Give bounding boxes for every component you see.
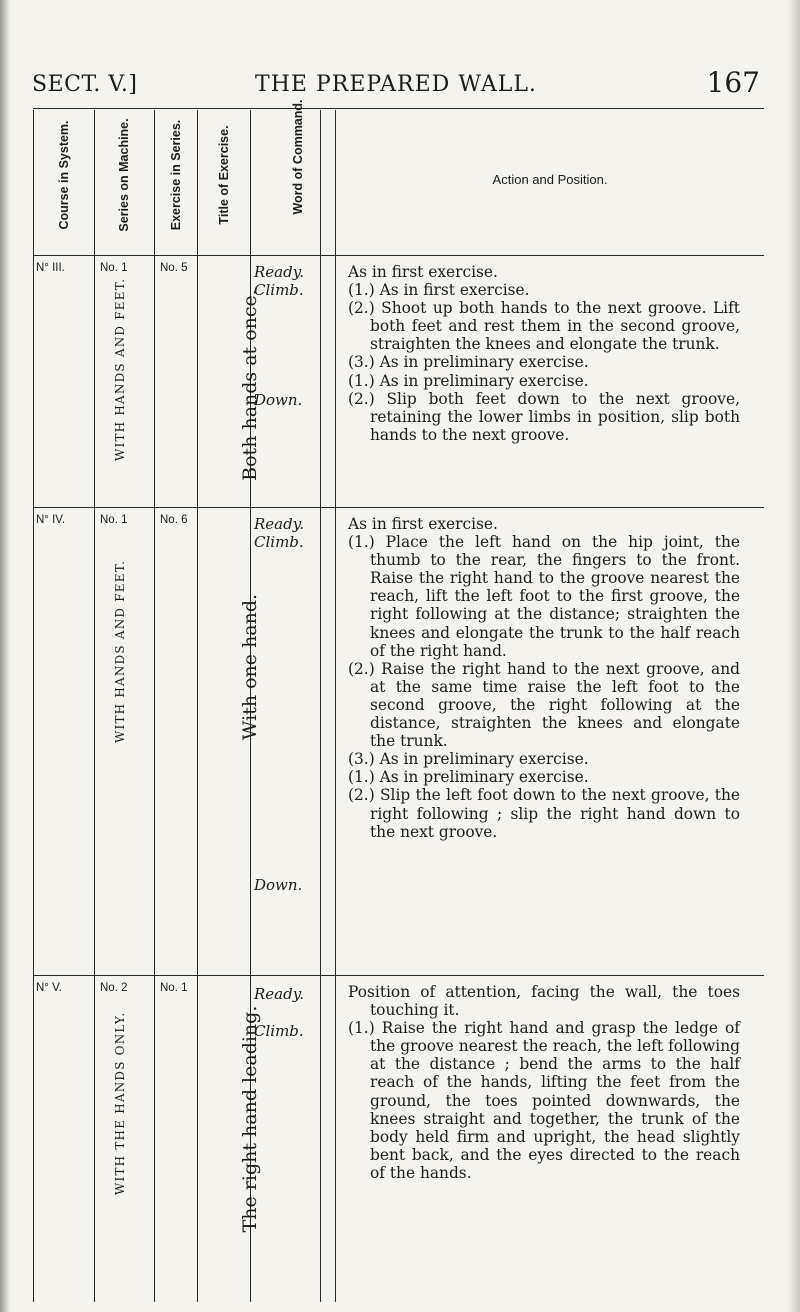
header-rule — [33, 255, 764, 256]
action-text: Position of attention, facing the wall, the toes touching it. (1.) Raise the right hand and grasp the ledge of the groove nearest the reach, the left following at the distance ; bend the arms to the half reach of the hands, lifting the feet from the ground, the toes pointed downwards, the knees straight and together, the trunk of the body held firm and upright, the head slightly bent back, and the eyes directed to the reach of the hands. — [348, 983, 740, 1182]
header-series: Series on Machine. — [117, 118, 131, 232]
column-rule — [94, 110, 95, 1302]
word-of-command: Down. — [254, 391, 303, 409]
series-number: No. 2 — [100, 982, 128, 994]
header-title: Title of Exercise. — [217, 125, 231, 225]
running-head — [32, 58, 760, 98]
word-of-command: Climb. — [254, 1022, 304, 1040]
word-of-command: Ready. — [254, 515, 304, 533]
row-rule — [33, 507, 764, 508]
exercise-title: With one hand. — [239, 593, 261, 741]
course-number: N° IV. — [36, 514, 66, 526]
row-rule — [33, 975, 764, 976]
course-number: N° III. — [36, 262, 65, 274]
table-top-rule — [33, 108, 764, 109]
series-title: WITH HANDS AND FEET. — [113, 559, 127, 743]
word-of-command: Down. — [254, 876, 303, 894]
word-of-command: Climb. — [254, 533, 304, 551]
page-edge-shadow — [0, 0, 10, 1312]
word-of-command: Ready. — [254, 263, 304, 281]
exercise-title: The right hand leading. — [239, 1005, 261, 1233]
header-word: Word of Command. — [291, 99, 305, 215]
page-edge-shadow-right — [786, 0, 800, 1312]
series-number: No. 1 — [100, 262, 128, 274]
exercise-number: No. 5 — [160, 262, 188, 274]
series-title: WITH HANDS AND FEET. — [113, 277, 127, 461]
series-title: WITH THE HANDS ONLY. — [113, 1011, 127, 1195]
column-rule — [33, 110, 34, 1302]
column-rule — [197, 110, 198, 1302]
header-course: Course in System. — [57, 120, 71, 230]
header-action: Action and Position. — [492, 172, 608, 187]
action-text: As in first exercise. (1.) As in first exercise. (2.) Shoot up both hands to the next groove. Lift both feet and rest them in the second groove, straighten the knees and elongate the trunk. (3.) As in preliminary exercise. (1.) As in preliminary exercise. (2.) Slip both feet down to the next groove, retaining the lower limbs in position, slip both hands to the next groove. — [348, 263, 740, 444]
exercise-number: No. 6 — [160, 514, 188, 526]
word-of-command: Ready. — [254, 985, 304, 1003]
course-number: N° V. — [36, 982, 62, 994]
series-number: No. 1 — [100, 514, 128, 526]
column-rule — [335, 110, 336, 1302]
exercise-title: Both hands at once. — [239, 289, 261, 481]
word-of-command: Climb. — [254, 281, 304, 299]
page-number: 167 — [706, 66, 760, 99]
column-rule — [154, 110, 155, 1302]
column-rule — [320, 110, 321, 1302]
chapter-title: THE PREPARED WALL. — [255, 72, 537, 97]
section-label: SECT. V.] — [32, 72, 138, 97]
header-exercise: Exercise in Series. — [169, 119, 183, 231]
action-text: As in first exercise. (1.) Place the left hand on the hip joint, the thumb to the rear, the fingers to the front. Raise the right hand to the groove nearest the reach, lift the left foot to the first groove, the right following at the distance; straighten the knees and elongate the trunk to the half reach of the right hand. (2.) Raise the right hand to the next groove, and at the same time raise the left foot to the second groove, the right following at the distance, straighten the knees and elongate the trunk. (3.) As in preliminary exercise. (1.) As in preliminary exercise. (2.) Slip the left foot down to the next groove, the right following ; slip the right hand down to the next groove. — [348, 515, 740, 841]
exercise-number: No. 1 — [160, 982, 188, 994]
